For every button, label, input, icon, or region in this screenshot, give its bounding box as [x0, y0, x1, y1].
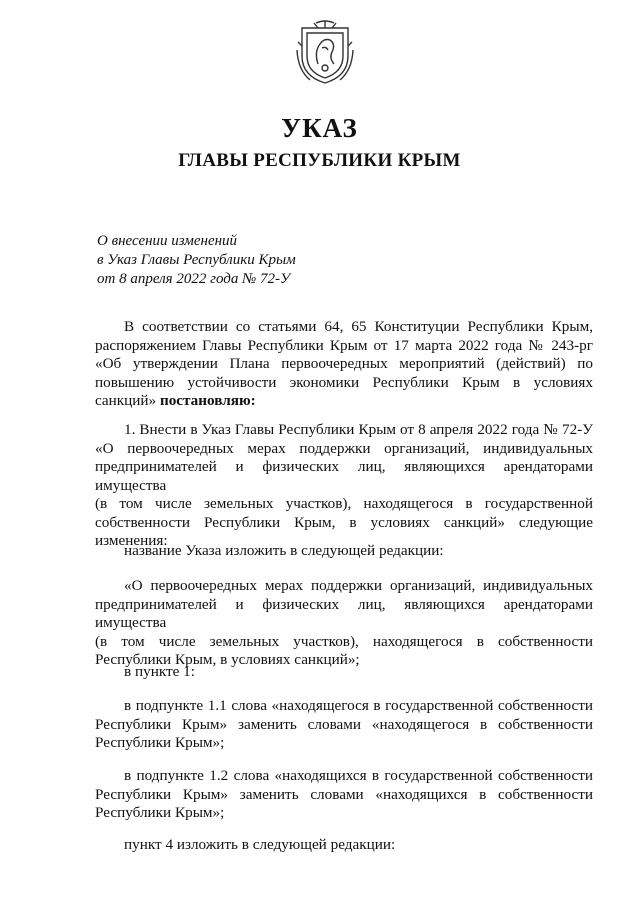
text-line: Республики Крым» заменить словами «находящегося в собственности — [95, 715, 593, 733]
text-line: повышению устойчивости экономики Республики Крым в условиях — [95, 373, 593, 391]
subpoint-1-2-paragraph — [95, 767, 593, 823]
text-line: распоряжением Главы Республики Крым от 17 марта 2022 года № 243-рг — [95, 336, 593, 354]
document-subject — [97, 232, 296, 289]
text-line: «О первоочередных мерах поддержки организаций, индивидуальных — [95, 439, 593, 457]
text-line: изменения: — [95, 532, 168, 549]
text-line: (в том числе земельных участков), находящегося в собственности — [95, 632, 593, 650]
text-line: (в том числе земельных участков), находящегося в государственной — [95, 495, 593, 512]
point-4-paragraph — [95, 836, 593, 855]
text-line: предпринимателей и физических лиц, являющихся арендаторами имущества — [95, 595, 593, 631]
text-line: предпринимателей и физических лиц, являющихся арендаторами имущества — [95, 458, 593, 494]
name-change-paragraph — [95, 542, 593, 561]
text-line: в пункте 1: — [124, 663, 195, 680]
text-line: 1. Внести в Указ Главы Республики Крым от 8 апреля 2022 года № 72-У — [124, 421, 593, 438]
subject-line: О внесении изменений — [97, 233, 238, 249]
text-line: собственности Республики Крым, в условиях санкций» следующие — [95, 513, 593, 531]
document-subtitle: ГЛАВЫ РЕСПУБЛИКИ КРЫМ — [178, 150, 461, 171]
text-line: санкций» постановляю: — [95, 392, 256, 409]
text-line: пункт 4 изложить в следующей редакции: — [124, 836, 396, 853]
text-line: в подпункте 1.1 слова «находящегося в государственной собственности — [124, 697, 593, 714]
preamble-paragraph — [95, 318, 593, 411]
text-line: Республики Крым» заменить словами «находящихся в собственности — [95, 785, 593, 803]
decree-verb: постановляю: — [159, 392, 256, 409]
text-line: «О первоочередных мерах поддержки организаций, индивидуальных — [124, 577, 593, 594]
subpoint-1-1-paragraph — [95, 697, 593, 753]
point-1-paragraph — [95, 663, 593, 682]
text-line: В соответствии со статьями 64, 65 Конституции Республики Крым, — [124, 318, 593, 335]
text-line: Республики Крым, в условиях санкций»; — [95, 651, 360, 668]
crimea-coat-of-arms-icon — [296, 20, 354, 86]
text-line: Республики Крым»; — [95, 734, 225, 751]
text-line: название Указа изложить в следующей редакции: — [124, 542, 444, 559]
text-line: в подпункте 1.2 слова «находящихся в государственной собственности — [124, 767, 593, 784]
document-title: УКАЗ — [281, 113, 358, 143]
subject-line: в Указ Главы Республики Крым — [97, 252, 296, 268]
text-line: Республики Крым»; — [95, 804, 225, 821]
subject-line: от 8 апреля 2022 года № 72-У — [97, 271, 291, 287]
item-1-paragraph — [95, 421, 593, 551]
new-name-paragraph — [95, 577, 593, 670]
text-line: «Об утверждении Плана первоочередных мероприятий (действий) по — [95, 355, 593, 372]
